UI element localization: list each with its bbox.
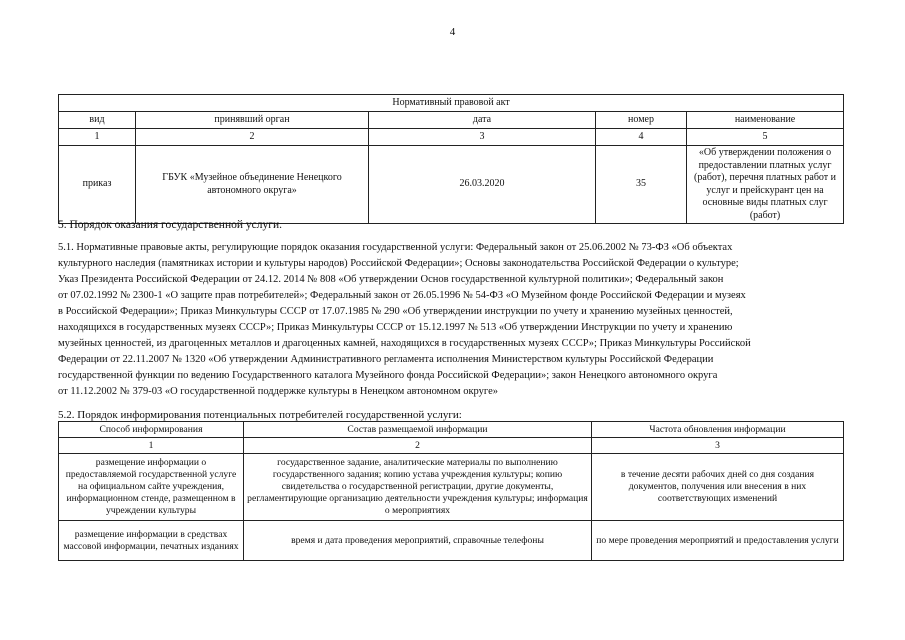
header-type: вид xyxy=(59,112,136,129)
text-line: культурного наследия (памятниках истории и культуры народов) Российской Федерации»; Основы законодательства Российской Федерации о культуре; xyxy=(58,258,739,269)
text-line: находящихся в государственных музеях СССР»; Приказ Минкультуры СССР от 15.12.1997 № 513 «Об утверждении Инструкции по учету и хранению xyxy=(58,322,733,333)
header-number: номер xyxy=(596,112,687,129)
column-number: 5 xyxy=(687,129,844,146)
info-content: государственное задание, аналитические материалы по выполнению государственного задания; копию устава учреждения культуры; копию свидетельства о государственной регистрации, другие документы, регламентирующие организацию деятельности учреждения культуры; информация о мероприятиях xyxy=(244,454,592,521)
text-line: музейных ценностей, из драгоценных металлов и драгоценных камней, находящихся в государственных музеях СССР»; Приказ Минкультуры Российской xyxy=(58,338,751,349)
column-number: 2 xyxy=(136,129,369,146)
act-body: ГБУК «Музейное объединение Ненецкого автономного округа» xyxy=(136,146,369,224)
text-line: Федерации от 22.11.2007 № 1320 «Об утверждении Административного регламента исполнения Министерством культуры Российской Федерации xyxy=(58,354,714,365)
header-frequency: Частота обновления информации xyxy=(592,422,844,438)
act-name: «Об утверждении положения о предоставлении платных услуг (работ), перечня платных работ и услуг и прейскурант цен на основные виды платных слуг (работ) xyxy=(687,146,844,224)
header-body: принявший орган xyxy=(136,112,369,129)
column-number: 1 xyxy=(59,438,244,454)
section-5-1-text xyxy=(58,240,848,400)
column-number: 3 xyxy=(592,438,844,454)
column-number: 4 xyxy=(596,129,687,146)
header-content: Состав размещаемой информации xyxy=(244,422,592,438)
column-number: 3 xyxy=(369,129,596,146)
normative-act-caption: Нормативный правовой акт xyxy=(59,95,844,112)
header-name: наименование xyxy=(687,112,844,129)
info-method: размещение информации в средствах массовой информации, печатных изданиях xyxy=(59,521,244,561)
text-line: государственной функции по ведению Государственного каталога Музейного фонда Российской Федерации»; закон Ненецкого автономного округа xyxy=(58,370,718,381)
normative-act-table xyxy=(58,94,844,224)
header-method: Способ информирования xyxy=(59,422,244,438)
text-line: 5.1. Нормативные правовые акты, регулирующие порядок оказания государственной услуги: Федеральный закон от 25.06.2002 № 73-ФЗ «Об объектах xyxy=(58,242,733,253)
table-row xyxy=(59,454,844,521)
column-number: 1 xyxy=(59,129,136,146)
text-line: в Российской Федерации»; Приказ Минкультуры СССР от 17.07.1985 № 290 «Об утверждении инструкции по учету и хранению музейных ценностей, xyxy=(58,306,733,317)
act-type: приказ xyxy=(59,146,136,224)
section-5-title: 5. Порядок оказания государственной услуги. xyxy=(58,219,282,231)
info-frequency: по мере проведения мероприятий и предоставления услуги xyxy=(592,521,844,561)
header-date: дата xyxy=(369,112,596,129)
info-method: размещение информации о предоставляемой государственной услуге на официальном сайте учреждения, информационном стенде, размещенном в учреждении культуры xyxy=(59,454,244,521)
act-date: 26.03.2020 xyxy=(369,146,596,224)
page-number: 4 xyxy=(449,26,456,38)
text-line: Указ Президента Российской Федерации от 24.12. 2014 № 808 «Об утверждении Основ государственной культурной политики»; Федеральный закон xyxy=(58,274,724,285)
column-number: 2 xyxy=(244,438,592,454)
table-row xyxy=(59,521,844,561)
information-table xyxy=(58,421,844,561)
text-line: от 11.12.2002 № 379-03 «О государственной поддержке культуры в Ненецком автономном округе» xyxy=(58,386,498,397)
section-5-2-title: 5.2. Порядок информирования потенциальных потребителей государственной услуги: xyxy=(58,409,462,421)
text-line: от 07.02.1992 № 2300-1 «О защите прав потребителей»; Федеральный закон от 26.05.1996 № 54-ФЗ «О Музейном фонде Российской Федерации и музеях xyxy=(58,290,746,301)
info-content: время и дата проведения мероприятий, справочные телефоны xyxy=(244,521,592,561)
table-row xyxy=(59,146,844,224)
info-frequency: в течение десяти рабочих дней со дня создания документов, получения или внесения в них соответствующих изменений xyxy=(592,454,844,521)
act-number: 35 xyxy=(596,146,687,224)
